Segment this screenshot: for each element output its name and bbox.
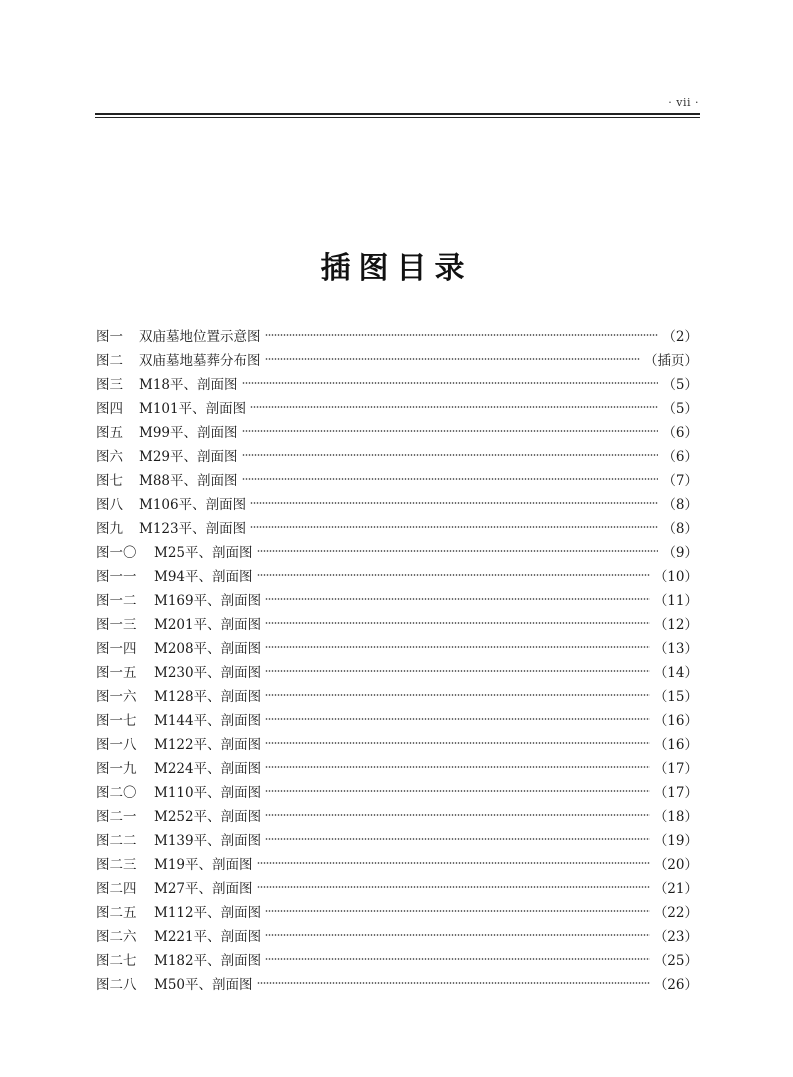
- dot-leader: [242, 381, 659, 385]
- page-reference: （13）: [653, 641, 698, 657]
- figure-number: 图一五: [96, 665, 137, 681]
- figure-number: 图一三: [96, 617, 137, 633]
- page-reference: （5）: [662, 401, 698, 417]
- dot-leader: [257, 981, 650, 985]
- figure-number: 图二八: [96, 977, 137, 993]
- figure-number: 图一六: [96, 689, 137, 705]
- toc-entry[interactable]: [96, 419, 698, 443]
- page-reference: （26）: [653, 977, 698, 993]
- toc-entry[interactable]: [96, 779, 698, 803]
- toc-entry[interactable]: [96, 659, 698, 683]
- page-reference: （14）: [653, 665, 698, 681]
- figure-number: 图二二: [96, 833, 137, 849]
- dot-leader: [265, 789, 650, 793]
- toc-entry[interactable]: [96, 323, 698, 347]
- toc-entry[interactable]: [96, 611, 698, 635]
- page-reference: （5）: [662, 377, 698, 393]
- figure-caption: M112平、剖面图: [154, 905, 262, 921]
- page-reference: （10）: [653, 569, 698, 585]
- dot-leader: [250, 525, 658, 529]
- page-reference: （19）: [653, 833, 698, 849]
- page-reference: （17）: [653, 785, 698, 801]
- figure-caption: M221平、剖面图: [154, 929, 262, 945]
- figure-caption: M18平、剖面图: [139, 377, 238, 393]
- figure-number: 图一八: [96, 737, 137, 753]
- page-reference: （17）: [653, 761, 698, 777]
- figure-caption: M50平、剖面图: [154, 977, 253, 993]
- dot-leader: [250, 405, 658, 409]
- page-reference: （12）: [653, 617, 698, 633]
- header-rule-thick: [95, 113, 700, 115]
- dot-leader: [265, 597, 650, 601]
- dot-leader: [257, 885, 650, 889]
- figure-number: 图二一: [96, 809, 137, 825]
- figure-number: 图一: [96, 329, 123, 345]
- figure-caption: M139平、剖面图: [154, 833, 262, 849]
- figure-caption: M123平、剖面图: [139, 521, 247, 537]
- page-reference: （插页）: [644, 353, 698, 369]
- toc-entry[interactable]: [96, 683, 698, 707]
- figure-caption: M208平、剖面图: [154, 641, 262, 657]
- toc-entry[interactable]: [96, 587, 698, 611]
- page-reference: （25）: [653, 953, 698, 969]
- dot-leader: [242, 477, 659, 481]
- figure-number: 图一四: [96, 641, 137, 657]
- figure-number: 图九: [96, 521, 123, 537]
- page-reference: （11）: [653, 593, 698, 609]
- page-reference: （9）: [662, 545, 698, 561]
- page-reference: （2）: [662, 329, 698, 345]
- figure-caption: M182平、剖面图: [154, 953, 262, 969]
- dot-leader: [265, 333, 659, 337]
- toc-entry[interactable]: [96, 875, 698, 899]
- figure-caption: M128平、剖面图: [154, 689, 262, 705]
- figure-caption: M110平、剖面图: [154, 785, 262, 801]
- dot-leader: [265, 957, 650, 961]
- page-reference: （8）: [662, 497, 698, 513]
- figure-caption: M29平、剖面图: [139, 449, 238, 465]
- figure-number: 图一二: [96, 593, 137, 609]
- page-reference: （7）: [662, 473, 698, 489]
- toc-entry[interactable]: [96, 443, 698, 467]
- page-reference: （21）: [653, 881, 698, 897]
- figure-number: 图三: [96, 377, 123, 393]
- figure-number: 图二六: [96, 929, 137, 945]
- toc-entry[interactable]: [96, 563, 698, 587]
- dot-leader: [250, 501, 658, 505]
- toc-entry[interactable]: [96, 899, 698, 923]
- figure-number: 图二: [96, 353, 123, 369]
- toc-entry[interactable]: [96, 923, 698, 947]
- figure-caption: M122平、剖面图: [154, 737, 262, 753]
- figure-caption: M169平、剖面图: [154, 593, 262, 609]
- figure-caption: M252平、剖面图: [154, 809, 262, 825]
- dot-leader: [242, 453, 659, 457]
- dot-leader: [265, 693, 650, 697]
- toc-entry[interactable]: [96, 827, 698, 851]
- figure-caption: 双庙墓地位置示意图: [139, 329, 261, 345]
- figure-caption: M201平、剖面图: [154, 617, 262, 633]
- figure-number: 图二四: [96, 881, 137, 897]
- dot-leader: [257, 861, 650, 865]
- toc-entry[interactable]: [96, 947, 698, 971]
- figure-caption: M88平、剖面图: [139, 473, 238, 489]
- figure-number: 图二三: [96, 857, 137, 873]
- figure-caption: M94平、剖面图: [154, 569, 253, 585]
- toc-entry[interactable]: [96, 347, 698, 371]
- toc-entry[interactable]: [96, 371, 698, 395]
- toc-entry[interactable]: [96, 755, 698, 779]
- toc-entry[interactable]: [96, 491, 698, 515]
- figure-caption: M106平、剖面图: [139, 497, 247, 513]
- dot-leader: [265, 741, 650, 745]
- dot-leader: [257, 549, 659, 553]
- page-reference: （22）: [653, 905, 698, 921]
- toc-entry[interactable]: [96, 803, 698, 827]
- figure-number: 图二〇: [96, 785, 137, 801]
- figure-caption: M19平、剖面图: [154, 857, 253, 873]
- toc-entry[interactable]: [96, 539, 698, 563]
- page-reference: （6）: [662, 425, 698, 441]
- toc-entry[interactable]: [96, 707, 698, 731]
- dot-leader: [265, 669, 650, 673]
- dot-leader: [265, 357, 641, 361]
- dot-leader: [242, 429, 659, 433]
- figure-number: 图一七: [96, 713, 137, 729]
- figure-number: 图五: [96, 425, 123, 441]
- page-reference: （8）: [662, 521, 698, 537]
- dot-leader: [265, 645, 650, 649]
- figure-number: 图四: [96, 401, 123, 417]
- dot-leader: [257, 573, 650, 577]
- page-title: 插图目录: [320, 251, 473, 286]
- figure-number: 图八: [96, 497, 123, 513]
- toc-entry[interactable]: [96, 467, 698, 491]
- toc-entry[interactable]: [96, 851, 698, 875]
- toc-entry[interactable]: [96, 635, 698, 659]
- page-reference: （18）: [653, 809, 698, 825]
- dot-leader: [265, 909, 650, 913]
- figure-caption: M230平、剖面图: [154, 665, 262, 681]
- figure-caption: M224平、剖面图: [154, 761, 262, 777]
- toc-entry[interactable]: [96, 515, 698, 539]
- page-reference: （15）: [653, 689, 698, 705]
- dot-leader: [265, 933, 650, 937]
- figure-number: 图一〇: [96, 545, 137, 561]
- page-reference: （23）: [653, 929, 698, 945]
- figure-number: 图一一: [96, 569, 137, 585]
- dot-leader: [265, 765, 650, 769]
- dot-leader: [265, 837, 650, 841]
- header-rule-thin: [95, 117, 700, 118]
- figure-number: 图六: [96, 449, 123, 465]
- toc-entry[interactable]: [96, 731, 698, 755]
- figure-number: 图二五: [96, 905, 137, 921]
- figure-caption: M144平、剖面图: [154, 713, 262, 729]
- figure-number: 图七: [96, 473, 123, 489]
- page-reference: （20）: [653, 857, 698, 873]
- dot-leader: [265, 717, 650, 721]
- page-reference: （16）: [653, 737, 698, 753]
- toc-entry[interactable]: [96, 395, 698, 419]
- table-of-figures: [96, 323, 698, 995]
- page-number: · vii ·: [668, 96, 699, 109]
- figure-caption: M101平、剖面图: [139, 401, 247, 417]
- figure-number: 图二七: [96, 953, 137, 969]
- toc-entry[interactable]: [96, 971, 698, 995]
- figure-caption: M27平、剖面图: [154, 881, 253, 897]
- page-reference: （16）: [653, 713, 698, 729]
- page-reference: （6）: [662, 449, 698, 465]
- dot-leader: [265, 813, 650, 817]
- figure-caption: 双庙墓地墓葬分布图: [139, 353, 261, 369]
- dot-leader: [265, 621, 650, 625]
- figure-number: 图一九: [96, 761, 137, 777]
- figure-caption: M25平、剖面图: [154, 545, 253, 561]
- figure-caption: M99平、剖面图: [139, 425, 238, 441]
